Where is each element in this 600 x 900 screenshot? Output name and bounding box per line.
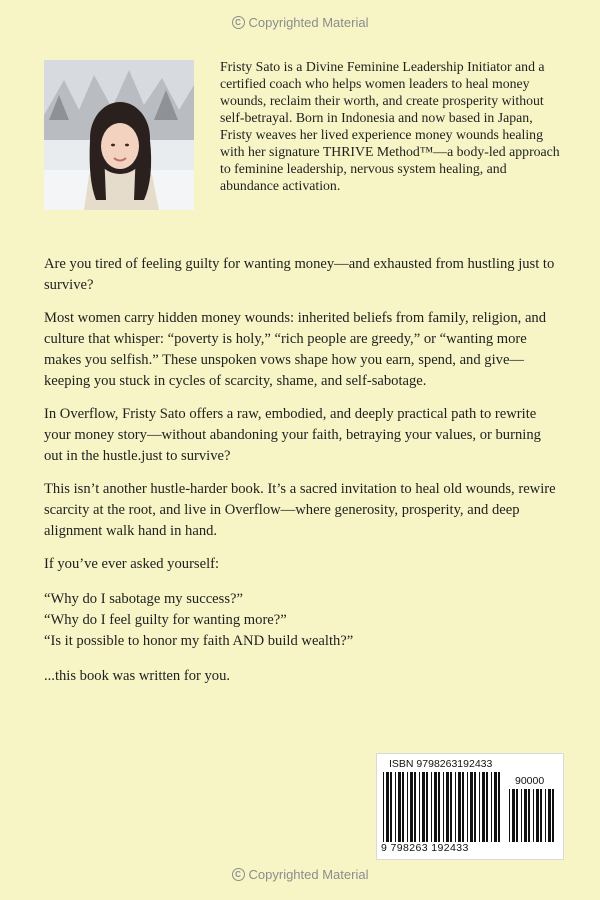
question-item: “Is it possible to honor my faith AND build wealth?”	[44, 633, 354, 649]
barcode-bar	[410, 772, 413, 842]
barcode-bar	[536, 789, 539, 842]
barcode-bar	[528, 789, 530, 842]
barcode-bar	[426, 772, 428, 842]
barcode-bar	[422, 772, 425, 842]
barcode-bar	[462, 772, 464, 842]
barcode-bar	[524, 789, 527, 842]
watermark-text: Copyrighted Material	[248, 867, 369, 882]
barcode-bar	[419, 772, 420, 842]
watermark-text: Copyrighted Material	[248, 15, 369, 30]
copyright-icon: C	[232, 16, 245, 29]
barcode-bar	[516, 789, 518, 842]
author-photo-illustration	[44, 60, 194, 210]
barcode-bar	[491, 772, 492, 842]
barcode-bar	[390, 772, 392, 842]
barcode-bar	[533, 789, 534, 842]
barcode-bar	[494, 772, 497, 842]
question-list	[44, 589, 559, 652]
barcode-bar	[474, 772, 476, 842]
blurb-paragraph: In Overflow, Fristy Sato offers a raw, embodied, and deeply practical path to rewrite your money story—without abandoning your faith, betraying your values, or burning out in the hustle.just to survive?	[44, 406, 541, 464]
isbn-barcode-box	[376, 753, 564, 860]
barcode-bar	[470, 772, 473, 842]
barcode-bar	[395, 772, 396, 842]
blurb-paragraph: If you’ve ever asked yourself:	[44, 556, 220, 572]
isbn-barcode	[383, 772, 501, 842]
closing-line: ...this book was written for you.	[44, 668, 231, 684]
price-code-label: 90000	[515, 775, 545, 787]
blurb-paragraph: Are you tired of feeling guilty for wanting money—and exhausted from hustling just to survive?	[44, 256, 555, 293]
barcode-bar	[443, 772, 444, 842]
price-addon-barcode	[509, 789, 555, 842]
isbn-label: ISBN 9798263192433	[389, 758, 493, 770]
barcode-bar	[509, 789, 510, 842]
barcode-bar	[402, 772, 404, 842]
barcode-bar	[479, 772, 480, 842]
barcode-bar	[548, 789, 551, 842]
barcode-bar	[540, 789, 542, 842]
barcode-bar	[450, 772, 452, 842]
barcode-bar	[458, 772, 461, 842]
question-item: “Why do I feel guilty for wanting more?”	[44, 612, 287, 628]
barcode-bar	[438, 772, 440, 842]
isbn-digits: 9 798263 192433	[381, 842, 469, 854]
barcode-bar	[552, 789, 554, 842]
barcode-bar	[455, 772, 456, 842]
barcode-bar	[398, 772, 401, 842]
barcode-bar	[486, 772, 488, 842]
blurb-paragraph: This isn’t another hustle-harder book. It’s a sacred invitation to heal old wounds, rewire scarcity at the root, and live in Overflow—where generosity, prosperity, and deep alignment walk hand in hand.	[44, 481, 556, 539]
blurb-paragraph: Most women carry hidden money wounds: inherited beliefs from family, religion, and culture that whisper: “poverty is holy,” “rich people are greedy,” or “wanting more makes you selfish.” These unspoken vows shape how you earn, spend, and give—keeping you stuck in cycles of scarcity, shame, and self-sabotage.	[44, 310, 547, 389]
back-cover-blurb	[44, 254, 559, 687]
barcode-bar	[386, 772, 389, 842]
author-photo	[44, 60, 194, 210]
barcode-bar	[434, 772, 437, 842]
barcode-bar	[446, 772, 449, 842]
barcode-bar	[467, 772, 468, 842]
question-item: “Why do I sabotage my success?”	[44, 591, 243, 607]
author-bio: Fristy Sato is a Divine Feminine Leadership Initiator and a certified coach who helps women leaders to heal money wounds, reclaim their worth, and create prosperity without self-betrayal. Born in Indonesia and now based in Japan, Fristy weaves her lived experience money wounds healing with her signature THRIVE Method™—a body-led approach to feminine leadership, nervous system healing, and abundance activation.	[220, 59, 560, 193]
barcode-bar	[407, 772, 408, 842]
barcode-bar	[414, 772, 416, 842]
copyright-icon: C	[232, 868, 245, 881]
copyright-watermark-bottom	[0, 867, 600, 882]
barcode-bar	[521, 789, 522, 842]
copyright-watermark-top	[0, 15, 600, 30]
barcode-bar	[512, 789, 515, 842]
barcode-bar	[431, 772, 432, 842]
barcode-bar	[498, 772, 500, 842]
barcode-bar	[383, 772, 384, 842]
barcode-bar	[545, 789, 546, 842]
barcode-bar	[482, 772, 485, 842]
